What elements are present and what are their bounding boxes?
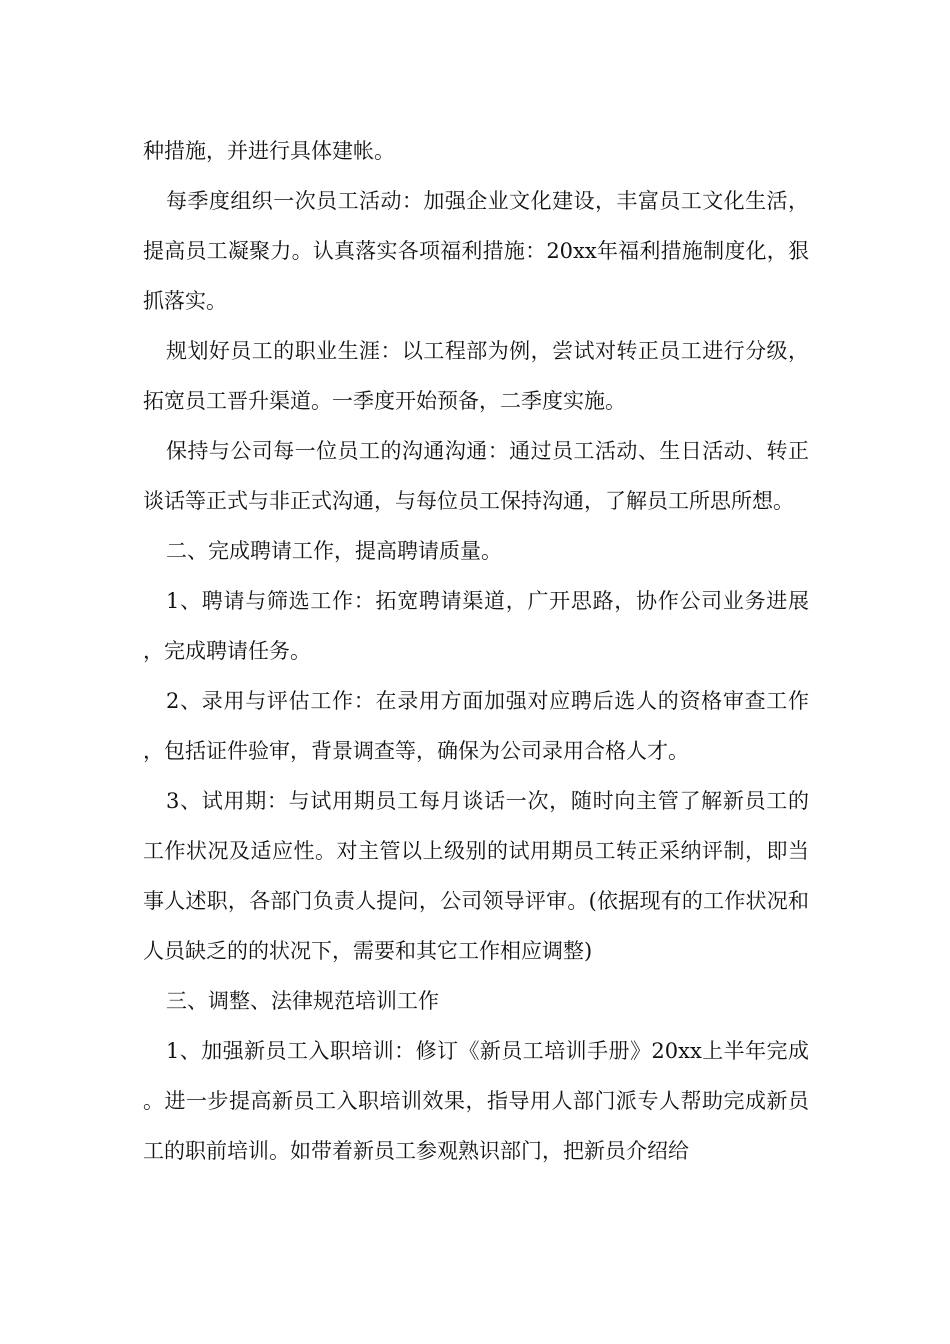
section-heading-3: 三、调整、法律规范培训工作	[166, 989, 439, 1013]
document-body	[143, 126, 809, 1176]
paragraph-recruit-3: 3、试用期：与试用期员工每月谈话一次，随时向主管了解新员工的工作状况及适应性。对主管以上级别的试用期员工转正采纳评制，即当事人述职，各部门负责人提问，公司领导评审。(依据现有的工作状况和人员缺乏的的状况下，需要和其它工作相应调整)	[143, 789, 809, 963]
paragraph-3: 规划好员工的职业生涯：以工程部为例，尝试对转正员工进行分级，拓宽员工晋升渠道。一季度开始预备，二季度实施。	[143, 339, 809, 413]
paragraph-1: 种措施，并进行具体建帐。	[143, 139, 395, 163]
paragraph-recruit-1: 1、聘请与筛选工作：拓宽聘请渠道，广开思路，协作公司业务进展，完成聘请任务。	[143, 589, 809, 663]
paragraph-4: 保持与公司每一位员工的沟通沟通：通过员工活动、生日活动、转正谈话等正式与非正式沟通，与每位员工保持沟通，了解员工所思所想。	[143, 439, 809, 513]
paragraph-recruit-2: 2、录用与评估工作：在录用方面加强对应聘后选人的资格审查工作，包括证件验审，背景调查等，确保为公司录用合格人才。	[143, 689, 809, 763]
paragraph-2: 每季度组织一次员工活动：加强企业文化建设，丰富员工文化生活，提高员工凝聚力。认真落实各项福利措施：20xx年福利措施制度化，狠抓落实。	[143, 189, 809, 313]
section-heading-2: 二、完成聘请工作，提高聘请质量。	[166, 539, 502, 563]
paragraph-training-1: 1、加强新员工入职培训：修订《新员工培训手册》20xx上半年完成。进一步提高新员工入职培训效果，指导用人部门派专人帮助完成新员工的职前培训。如带着新员工参观熟识部门，把新员介绍给	[143, 1039, 809, 1163]
